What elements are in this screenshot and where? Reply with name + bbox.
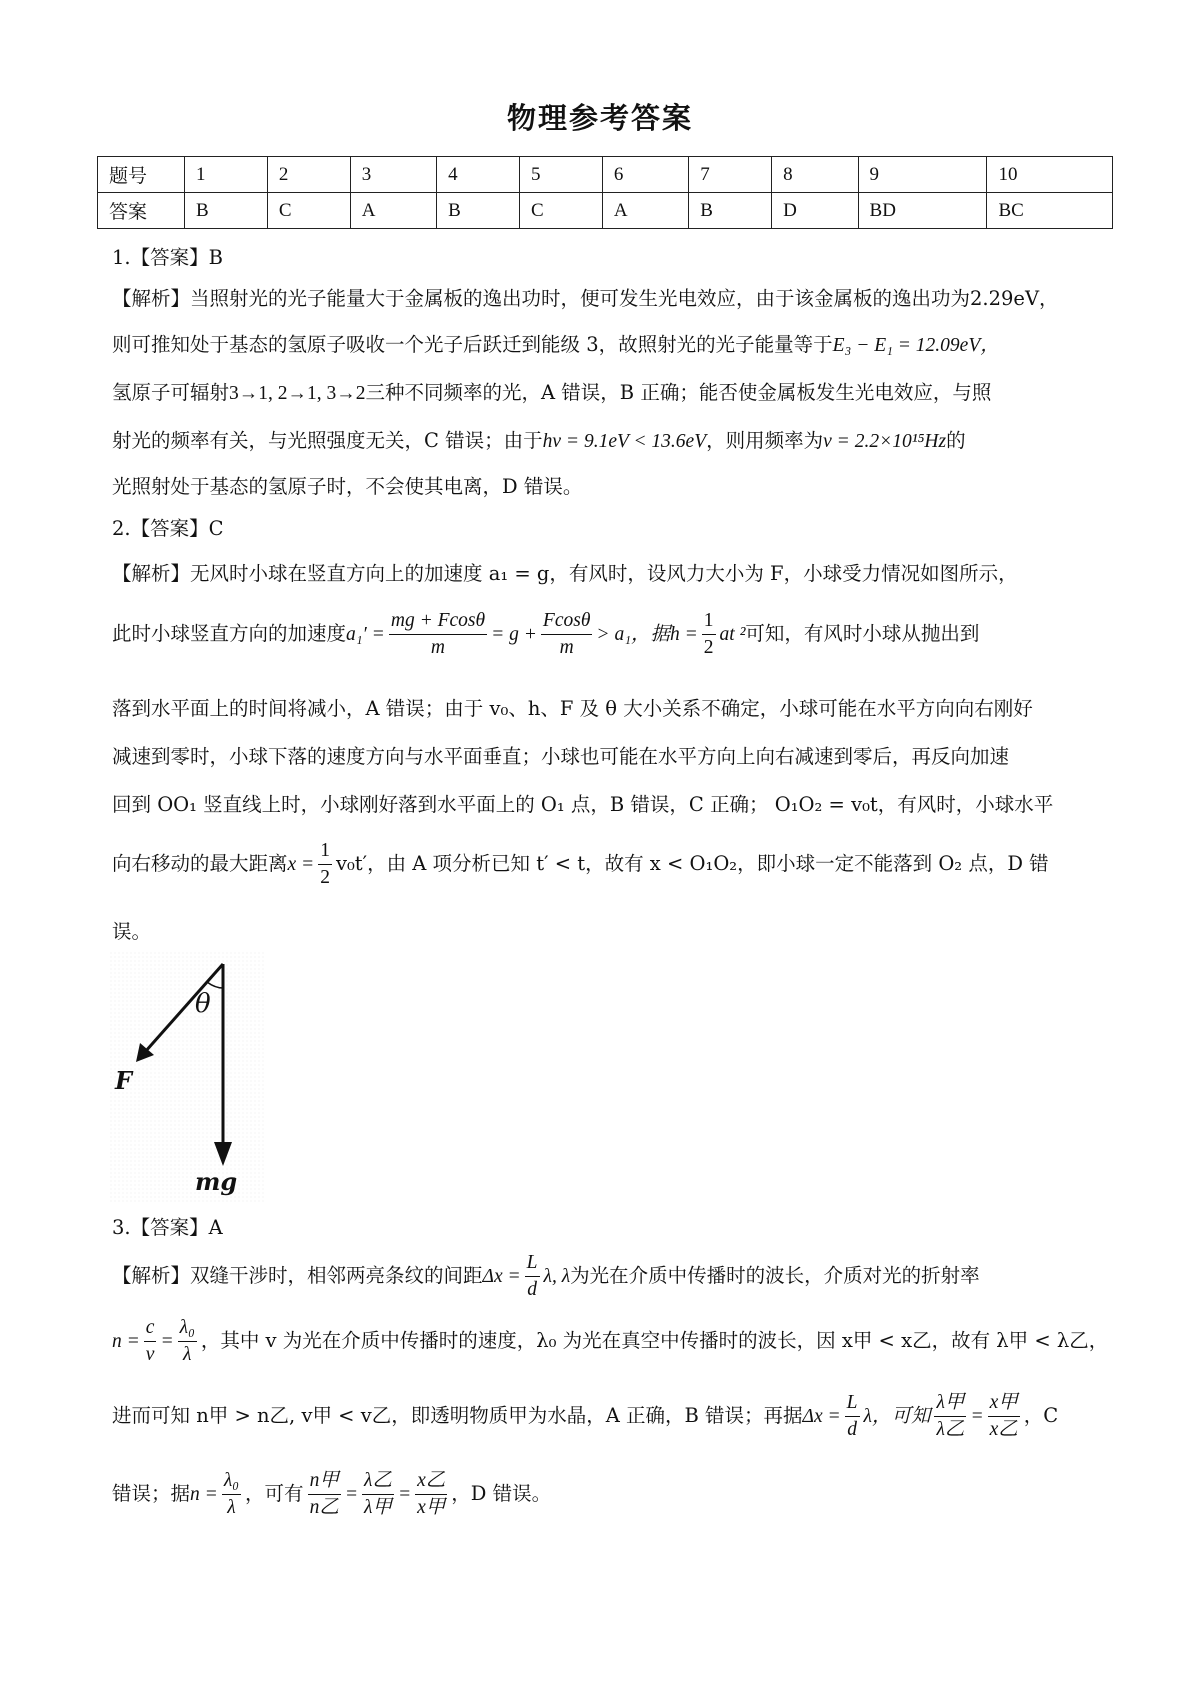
fraction: $\frac{L}{d}$ [846,1392,858,1440]
answer-cell: B [185,193,268,229]
fraction: $\frac{Fcos\theta}{m}$ [542,610,591,658]
answer-cell: B [437,193,520,229]
row-label-number: 题号 [98,157,185,193]
fraction: $\frac{mg + Fcos\theta}{m}$ [390,610,486,658]
question-number-cell: 7 [689,157,772,193]
answer-cell: D [772,193,858,229]
fraction: $\frac{\text{λ乙}}{\text{λ甲}}$ [364,1470,392,1518]
table-row-numbers [98,157,1113,193]
q1-explanation-line-4: 射光的频率有关，与光照强度无关，C 错误；由于hν = 9.1eV < 13.6eV，则用频率为ν = 2.2×10¹⁵Hz的 [112,429,966,452]
question-number-cell: 10 [987,157,1113,193]
fraction: $\frac{1}{2}$ [703,610,714,658]
question-number-cell: 6 [602,157,688,193]
answer-cell: BD [858,193,987,229]
fraction: $\frac{\text{λ₀}}{\lambda}$ [179,1317,195,1365]
question-number-cell: 2 [267,157,350,193]
fraction: $\frac{c}{v}$ [145,1317,155,1365]
answer-cell: A [602,193,688,229]
fraction: $\frac{L}{d}$ [526,1252,538,1300]
page-title: 物理参考答案 [506,101,693,135]
q2-explanation-line-1: 【解析】无风时小球在竖直方向上的加速度 a₁ = g，有风时，设风力大小为 F，小球受力情况如图所示， [112,562,1018,585]
answer-cell: B [689,193,772,229]
theta-label: θ [195,989,211,1019]
fraction: $\frac{\text{λ甲}}{\text{λ乙}}$ [936,1392,965,1440]
row-label-answer: 答案 [98,193,185,229]
fraction: $\frac{1}{2}$ [320,840,330,888]
q1-explanation-line-5: 光照射处于基态的氢原子时，不会使其电离，D 错误。 [112,475,583,498]
q2-explanation-line-4: 减速到零时，小球下落的速度方向与水平面垂直；小球也可能在水平方向上向右减速到零后，再反向加速 [112,745,1010,768]
gravity-label: mg [195,1167,238,1196]
answer-cell: C [267,193,350,229]
q1-explanation-line-2: 则可推知处于基态的氢原子吸收一个光子后跃迁到能级 3，故照射光的光子能量等于E₃ − E₁ = 12.09eV， [112,333,1000,356]
question-number-cell: 9 [858,157,987,193]
q2-explanation-line-5: 回到 OO₁ 竖直线上时，小球刚好落到水平面上的 O₁ 点，B 错误，C 正确； O₁O₂ = v₀t，有风时，小球水平 [112,793,1054,816]
fraction: $\frac{\text{x乙}}{\text{x甲}}$ [417,1470,446,1518]
fraction: $\frac{\text{λ₀}}{\lambda}$ [223,1470,240,1518]
q2-explanation-line-6: 向右移动的最大距离x = $\frac{1}{2}$ v₀t′，由 A 项分析已知 t′ < t，故有 x < O₁O₂，即小球一定不能落到 O₂ 点，D 错 [112,838,1102,891]
q3-answer-heading: 3.【答案】A [112,1216,223,1239]
question-number-cell: 8 [772,157,858,193]
q1-answer-heading: 1.【答案】B [112,246,223,269]
force-label: F [115,1066,133,1095]
q3-explanation-line-2: n = $\frac{c}{v}$ = $\frac{\text{λ₀}}{\lambda}$ ，其中 v 为光在介质中传播时的速度，λ₀ 为光在真空中传播时的波长，因 x甲 < x乙，故有 λ甲 < λ乙， [112,1315,1102,1368]
question-number-cell: 4 [437,157,520,193]
question-number-cell: 3 [350,157,436,193]
force-diagram [110,952,265,1202]
fraction: $\frac{\text{x甲}}{\text{x乙}}$ [989,1392,1018,1440]
q2-explanation-line-2: 此时小球竖直方向的加速度a₁′ = $\frac{mg + Fcos\theta}{m}$ = g + $\frac{Fcos\theta}{m}$ > a₁，据h = $\frac{1}{2}$ at ²可知，有风时小球从抛出到 [112,608,1102,661]
q3-explanation-line-1: 【解析】双缝干涉时，相邻两亮条纹的间距Δx = $\frac{L}{d}$ λ, λ为光在介质中传播时的波长，介质对光的折射率 [112,1250,1102,1303]
q2-explanation-line-3: 落到水平面上的时间将减小，A 错误；由于 v₀、h、F 及 θ 大小关系不确定，小球可能在水平方向向右刚好 [112,697,1033,720]
fraction: $\frac{\text{n甲}}{\text{n乙}}$ [309,1470,339,1518]
answer-table [97,156,1113,229]
answer-cell: BC [987,193,1113,229]
q2-explanation-line-7: 误。 [112,920,152,943]
q3-explanation-line-4: 错误；据n = $\frac{\text{λ₀}}{\lambda}$ ，可有 $\frac{\text{n甲}}{\text{n乙}}$ = $\frac{\text{λ乙}}{\text{λ甲}}$ = $\frac{\text{x乙}}{\text{x甲}}$ ，D 错误。 [112,1468,1102,1521]
answer-cell: C [520,193,603,229]
diagram-background [110,952,265,1202]
table-row-answers [98,193,1113,229]
q1-explanation-line-1: 【解析】当照射光的光子能量大于金属板的逸出功时，便可发生光电效应，由于该金属板的逸出功为2.29eV， [112,287,1059,310]
question-number-cell: 1 [185,157,268,193]
q1-explanation-line-3: 氢原子可辐射3→1, 2→1, 3→2三种不同频率的光，A 错误，B 正确；能否使金属板发生光电效应，与照 [112,381,992,404]
q3-explanation-line-3: 进而可知 n甲 > n乙, v甲 < v乙，即透明物质甲为水晶，A 正确，B 错误；再据Δx = $\frac{L}{d}$ λ，可知 $\frac{\text{λ甲}}{\text{λ乙}}$ = $\frac{\text{x甲}}{\text{x乙}}$ ，C [112,1390,1102,1443]
question-number-cell: 5 [520,157,603,193]
q2-answer-heading: 2.【答案】C [112,517,224,540]
answer-cell: A [350,193,436,229]
